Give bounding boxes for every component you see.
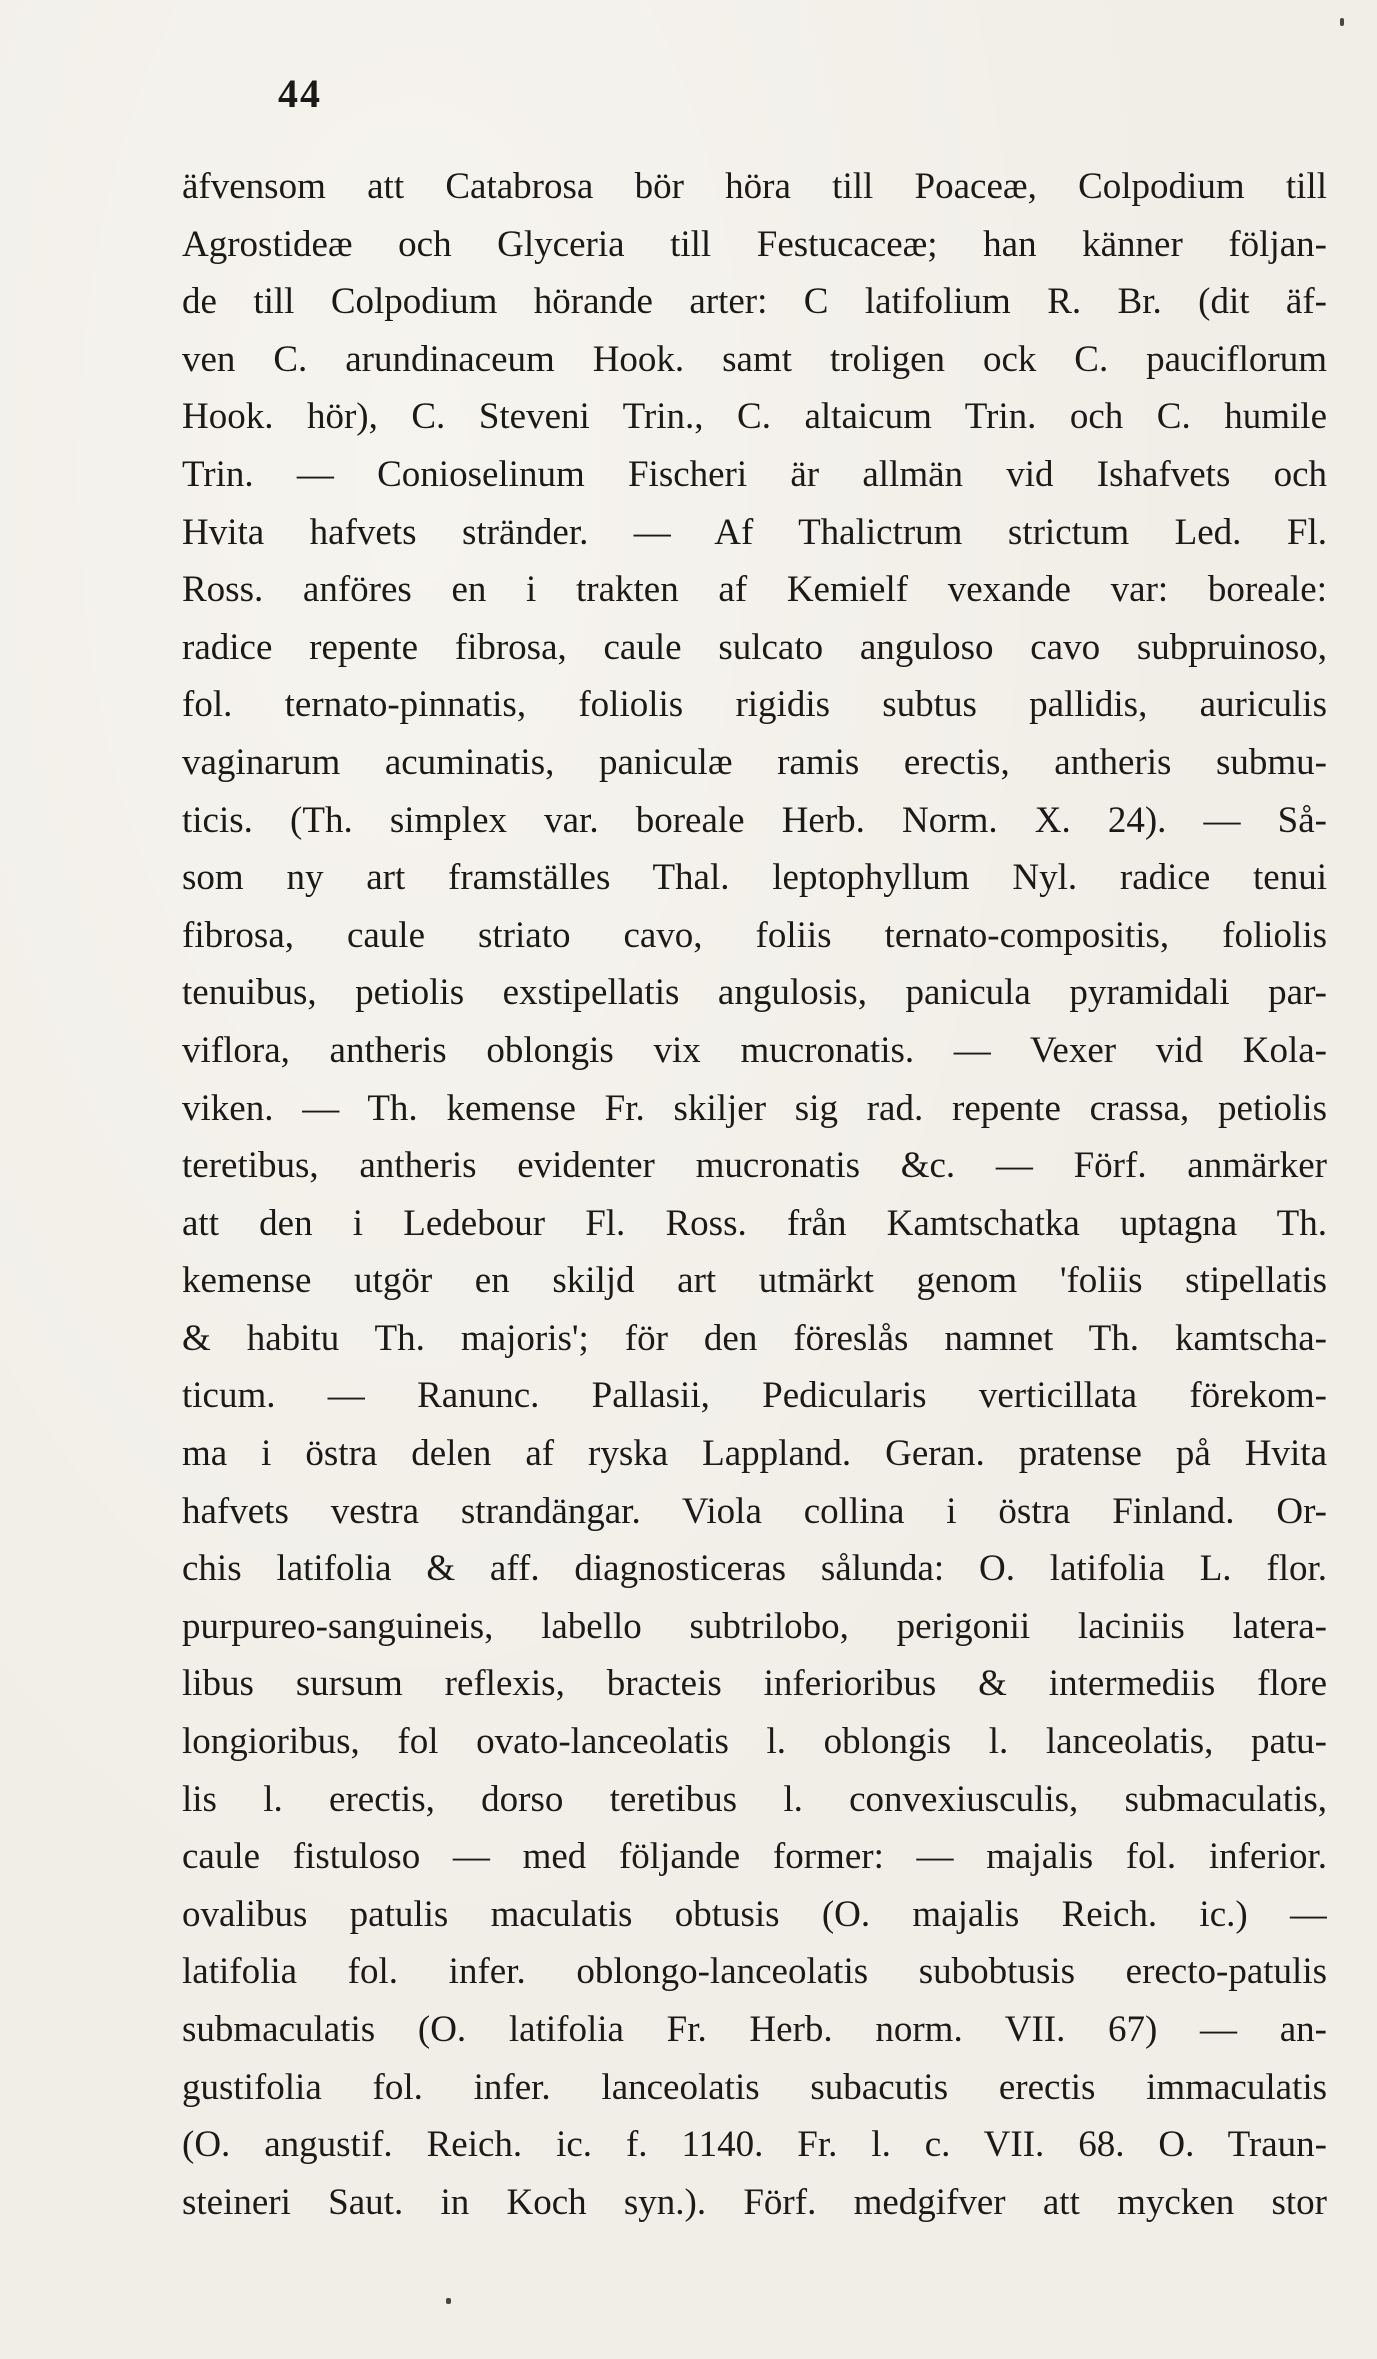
text-line: ven C. arundinaceum Hook. samt troligen ock C. pauciflorum [182, 338, 1327, 380]
text-line: ma i östra delen af ryska Lappland. Geran. pratense på Hvita [182, 1433, 1327, 1475]
text-line: purpureo-sanguineis, labello subtrilobo, perigonii laciniis latera- [182, 1605, 1327, 1647]
text-line: Agrostideæ och Glyceria till Festucaceæ; han känner följan- [182, 223, 1327, 265]
text-line: ticum. — Ranunc. Pallasii, Pedicularis verticillata förekom- [182, 1375, 1327, 1417]
text-line: teretibus, antheris evidenter mucronatis &c. — Förf. anmärker [182, 1145, 1327, 1187]
text-line: chis latifolia & aff. diagnosticeras sålunda: O. latifolia L. flor. [182, 1548, 1327, 1590]
page-number: 44 [278, 71, 322, 116]
text-line: Hvita hafvets stränder. — Af Thalictrum strictum Led. Fl. [182, 511, 1327, 553]
print-speck [446, 2298, 451, 2304]
text-line: latifolia fol. infer. oblongo-lanceolatis subobtusis erecto-patulis [182, 1951, 1327, 1993]
text-line: fibrosa, caule striato cavo, foliis ternato-compositis, foliolis [182, 914, 1327, 956]
text-line: hafvets vestra strandängar. Viola collina i östra Finland. Or- [182, 1490, 1327, 1532]
text-line: & habitu Th. majoris'; för den föreslås namnet Th. kamtscha- [182, 1317, 1327, 1359]
text-line: viflora, antheris oblongis vix mucronatis. — Vexer vid Kola- [182, 1029, 1327, 1071]
text-line: Trin. — Conioselinum Fischeri är allmän vid Ishafvets och [182, 453, 1327, 495]
text-line: viken. — Th. kemense Fr. skiljer sig rad. repente crassa, petiolis [182, 1087, 1327, 1129]
text-line: fol. ternato-pinnatis, foliolis rigidis subtus pallidis, auriculis [182, 684, 1327, 726]
text-line: de till Colpodium hörande arter: C latifolium R. Br. (dit äf- [182, 281, 1327, 323]
text-line: Hook. hör), C. Steveni Trin., C. altaicum Trin. och C. humile [182, 396, 1327, 438]
text-line: steineri Saut. in Koch syn.). Förf. medgifver att mycken stor [182, 2181, 1327, 2223]
text-line: caule fistuloso — med följande former: — majalis fol. inferior. [182, 1836, 1327, 1878]
text-line: (O. angustif. Reich. ic. f. 1140. Fr. l. c. VII. 68. O. Traun- [182, 2124, 1327, 2166]
text-line: submaculatis (O. latifolia Fr. Herb. norm. VII. 67) — an- [182, 2009, 1327, 2050]
print-speck [1340, 18, 1344, 26]
text-line: gustifolia fol. infer. lanceolatis subacutis erectis immaculatis [182, 2066, 1327, 2108]
text-line: vaginarum acuminatis, paniculæ ramis erectis, antheris submu- [182, 741, 1327, 783]
text-line: radice repente fibrosa, caule sulcato anguloso cavo subpruinoso, [182, 626, 1327, 668]
text-line: lis l. erectis, dorso teretibus l. convexiusculis, submaculatis, [182, 1778, 1327, 1820]
text-line: tenuibus, petiolis exstipellatis angulosis, panicula pyramidali par- [182, 972, 1327, 1014]
text-line: som ny art framställes Thal. leptophyllum Nyl. radice tenui [182, 857, 1327, 899]
text-line: libus sursum reflexis, bracteis inferioribus & intermediis flore [182, 1663, 1327, 1705]
text-line: att den i Ledebour Fl. Ross. från Kamtschatka uptagna Th. [182, 1202, 1327, 1244]
text-line: Ross. anföres en i trakten af Kemielf vexande var: boreale: [182, 569, 1327, 611]
body-text [182, 158, 1327, 2231]
text-line: longioribus, fol ovato-lanceolatis l. oblongis l. lanceolatis, patu- [182, 1721, 1327, 1763]
text-line: kemense utgör en skiljd art utmärkt genom 'foliis stipellatis [182, 1260, 1327, 1302]
text-line: äfvensom att Catabrosa bör höra till Poaceæ, Colpodium till [182, 166, 1327, 207]
text-line: ticis. (Th. simplex var. boreale Herb. Norm. X. 24). — Så- [182, 799, 1327, 841]
text-line: ovalibus patulis maculatis obtusis (O. majalis Reich. ic.) — [182, 1893, 1327, 1935]
